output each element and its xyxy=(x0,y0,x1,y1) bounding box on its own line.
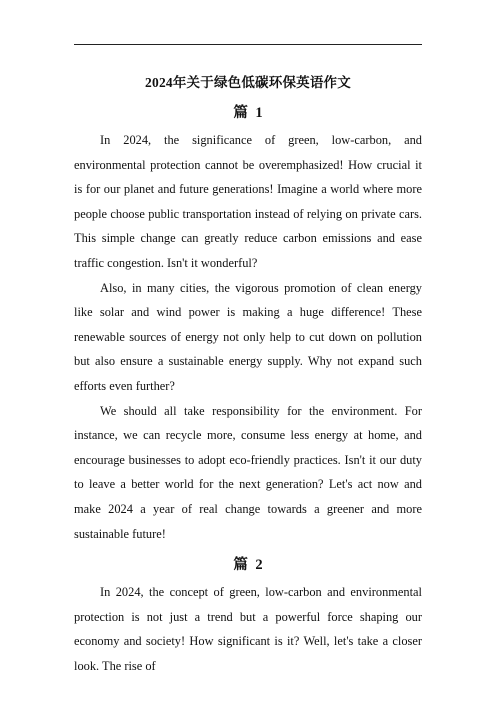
header-rule xyxy=(74,44,422,45)
paragraph: In 2024, the concept of green, low-carbon and environmental protection is not just a trend but a powerful force shaping our economy and society! How significant is it? Well, let's take a closer look. The rise of xyxy=(74,585,422,673)
paragraph: In 2024, the significance of green, low-carbon, and environmental protection cannot be overemphasized! How crucial it is for our planet and future generations! Imagine a world where more people choose public transportation instead of relying on private cars. This simple change can greatly reduce carbon emissions and ease traffic congestion. Isn't it wonderful? xyxy=(74,133,422,270)
document-title: 2024年关于绿色低碳环保英语作文 xyxy=(145,75,351,90)
section-2 xyxy=(74,554,422,678)
section-heading: 篇 1 xyxy=(233,105,263,121)
paragraph: We should all take responsibility for the environment. For instance, we can recycle more, consume less energy at home, and encourage businesses to adopt eco-friendly practices. Isn't it our duty to leave a better world for the next generation? Let's act now and make 2024 a year of real change towards a greener and more sustainable future! xyxy=(74,403,422,541)
section-1 xyxy=(74,102,422,546)
paragraph: Also, in many cities, the vigorous promotion of clean energy like solar and wind power is making a huge difference! These renewable sources of energy not only help to cut down on pollution but also ensure a sustainable energy supply. Why not expand such efforts even further? xyxy=(74,280,422,393)
section-heading: 篇 2 xyxy=(233,557,263,574)
document-body xyxy=(74,60,422,678)
